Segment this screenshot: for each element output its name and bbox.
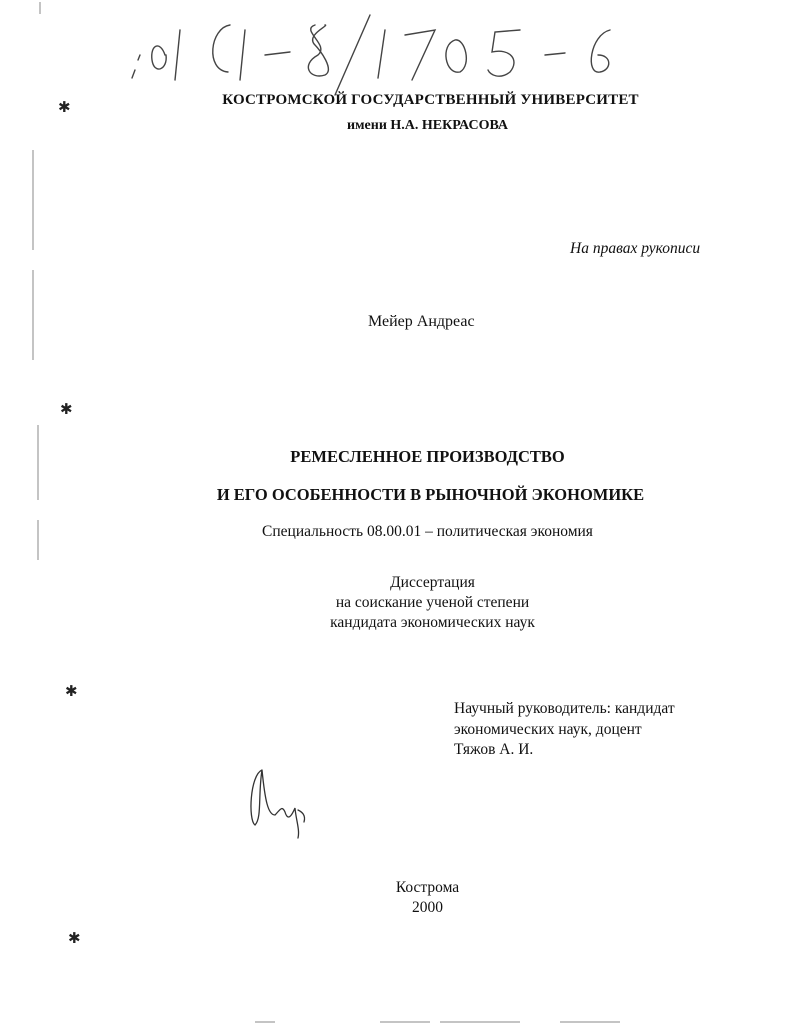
dissertation-type [35, 573, 795, 633]
place-and-year [30, 878, 795, 918]
supervisor-line-2: экономических наук, доцент [454, 720, 642, 738]
university-named-after: имени Н.А. НЕКРАСОВА [346, 118, 509, 133]
supervisor-signature [251, 770, 305, 838]
dissertation-line-1: Диссертация [390, 574, 475, 591]
supervisor-block [454, 699, 754, 761]
supervisor-line-1: Научный руководитель: кандидат [454, 700, 675, 717]
year: 2000 [412, 899, 443, 916]
thesis-title-line-1: РЕМЕСЛЕННОЕ ПРОИЗВОДСТВО [290, 447, 565, 466]
left-margin-lines [33, 2, 620, 1022]
margin-star-icon: ✱ [65, 682, 78, 700]
dissertation-line-2: на соискание ученой степени [335, 594, 530, 611]
city: Кострома [395, 879, 460, 896]
margin-star-icon: ✱ [60, 400, 73, 418]
margin-star-icon: ✱ [68, 929, 81, 947]
supervisor-line-3: Тяжов А. И. [454, 741, 534, 758]
archive-number-stamp [132, 15, 610, 95]
university-name: КОСТРОМСКОЙ ГОСУДАРСТВЕННЫЙ УНИВЕРСИТЕТ [222, 92, 639, 108]
margin-star-icon: ✱ [58, 98, 71, 116]
dissertation-line-3: кандидата экономических наук [330, 614, 535, 631]
specialty: Специальность 08.00.01 – политическая экономия [262, 523, 593, 540]
rights-note: На правах рукописи [570, 240, 701, 257]
author-name: Мейер Андреас [368, 313, 475, 330]
thesis-title-line-2: И ЕГО ОСОБЕННОСТИ В РЫНОЧНОЙ ЭКОНОМИКЕ [216, 485, 645, 504]
